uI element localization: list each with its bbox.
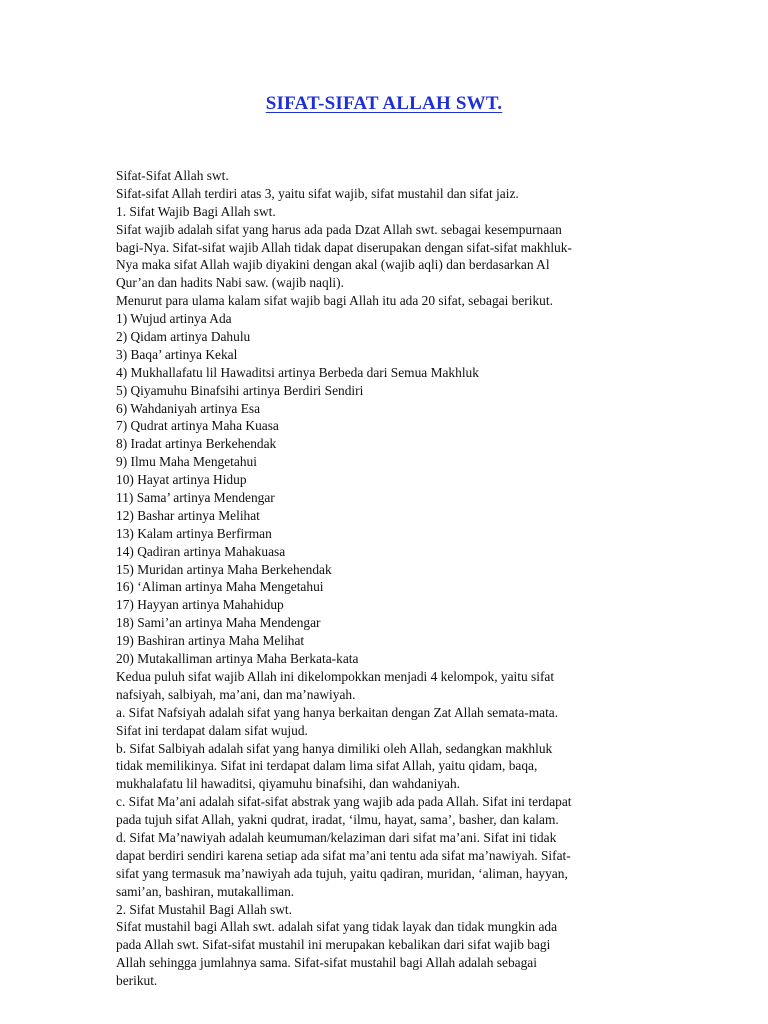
body-line: b. Sifat Salbiyah adalah sifat yang hanya dimiliki oleh Allah, sedangkan makhluk	[116, 740, 553, 756]
body-line: 6) Wahdaniyah artinya Esa	[116, 400, 261, 416]
body-line: 16) ‘Aliman artinya Maha Mengetahui	[116, 579, 324, 595]
body-line: Allah sehingga jumlahnya sama. Sifat-sifat mustahil bagi Allah adalah sebagai	[116, 955, 537, 971]
body-line: 1) Wujud artinya Ada	[116, 311, 232, 327]
body-line: mukhalafatu lil hawaditsi, qiyamuhu binafsihi, dan wahdaniyah.	[116, 776, 460, 792]
body-line: 3) Baqa’ artinya Kekal	[116, 346, 238, 362]
body-line: 10) Hayat artinya Hidup	[116, 472, 247, 488]
document-title[interactable]: SIFAT-SIFAT ALLAH SWT.	[265, 93, 503, 114]
body-line: Sifat mustahil bagi Allah swt. adalah sifat yang tidak layak dan tidak mungkin ada	[116, 919, 558, 935]
body-line: 2. Sifat Mustahil Bagi Allah swt.	[116, 901, 292, 917]
body-line: sifat yang termasuk ma’nawiyah ada tujuh, yaitu qadiran, muridan, ‘aliman, hayyan,	[116, 865, 568, 881]
body-line: bagi-Nya. Sifat-sifat wajib Allah tidak dapat diserupakan dengan sifat-sifat makhluk-	[116, 239, 572, 255]
body-line: berikut.	[116, 973, 158, 989]
body-line: tidak memilikinya. Sifat ini terdapat dalam lima sifat Allah, yaitu qidam, baqa,	[116, 758, 538, 774]
body-line: Sifat ini terdapat dalam sifat wujud.	[116, 722, 308, 738]
body-line: pada Allah swt. Sifat-sifat mustahil ini merupakan kebalikan dari sifat wajib bagi	[116, 937, 551, 953]
body-line: dapat berdiri sendiri karena setiap ada sifat ma’ani tentu ada sifat ma’nawiyah. Sifat-	[116, 847, 571, 863]
body-line: 2) Qidam artinya Dahulu	[116, 329, 251, 345]
body-line: 13) Kalam artinya Berfirman	[116, 525, 272, 541]
body-line: 9) Ilmu Maha Mengetahui	[116, 454, 257, 470]
body-line: Qur’an dan hadits Nabi saw. (wajib naqli).	[116, 275, 344, 291]
body-line: Kedua puluh sifat wajib Allah ini dikelompokkan menjadi 4 kelompok, yaitu sifat	[116, 668, 555, 684]
body-line: pada tujuh sifat Allah, yakni qudrat, iradat, ‘ilmu, hayat, sama’, basher, dan kalam.	[116, 812, 559, 828]
body-line: d. Sifat Ma’nawiyah adalah keumuman/kelaziman dari sifat ma’ani. Sifat ini tidak	[116, 829, 557, 845]
body-line: a. Sifat Nafsiyah adalah sifat yang hanya berkaitan dengan Zat Allah semata-mata.	[116, 704, 559, 720]
document-body	[116, 167, 656, 990]
body-line: 12) Bashar artinya Melihat	[116, 507, 260, 523]
body-line: Sifat-sifat Allah terdiri atas 3, yaitu sifat wajib, sifat mustahil dan sifat jaiz.	[116, 185, 519, 201]
body-line: nafsiyah, salbiyah, ma’ani, dan ma’nawiyah.	[116, 686, 356, 702]
body-line: 17) Hayyan artinya Mahahidup	[116, 597, 284, 613]
body-line: 14) Qadiran artinya Mahakuasa	[116, 543, 286, 559]
body-line: 18) Sami’an artinya Maha Mendengar	[116, 615, 321, 631]
body-line: 15) Muridan artinya Maha Berkehendak	[116, 561, 332, 577]
body-line: sami’an, bashiran, mutakalliman.	[116, 883, 295, 899]
body-line: 19) Bashiran artinya Maha Melihat	[116, 633, 305, 649]
body-line: Sifat-Sifat Allah swt.	[116, 168, 229, 183]
body-line: 20) Mutakalliman artinya Maha Berkata-kata	[116, 651, 359, 667]
body-line: 4) Mukhallafatu lil Hawaditsi artinya Berbeda dari Semua Makhluk	[116, 364, 479, 380]
body-line: 7) Qudrat artinya Maha Kuasa	[116, 418, 279, 434]
body-line: 8) Iradat artinya Berkehendak	[116, 436, 277, 452]
body-line: Nya maka sifat Allah wajib diyakini dengan akal (wajib aqli) dan berdasarkan Al	[116, 257, 550, 273]
body-line: 1. Sifat Wajib Bagi Allah swt.	[116, 203, 276, 219]
body-line: Menurut para ulama kalam sifat wajib bagi Allah itu ada 20 sifat, sebagai berikut.	[116, 293, 553, 309]
body-line: 5) Qiyamuhu Binafsihi artinya Berdiri Sendiri	[116, 382, 364, 398]
body-line: 11) Sama’ artinya Mendengar	[116, 490, 275, 506]
body-line: Sifat wajib adalah sifat yang harus ada pada Dzat Allah swt. sebagai kesempurnaan	[116, 221, 562, 237]
body-line: c. Sifat Ma’ani adalah sifat-sifat abstrak yang wajib ada pada Allah. Sifat ini terdapat	[116, 794, 572, 810]
